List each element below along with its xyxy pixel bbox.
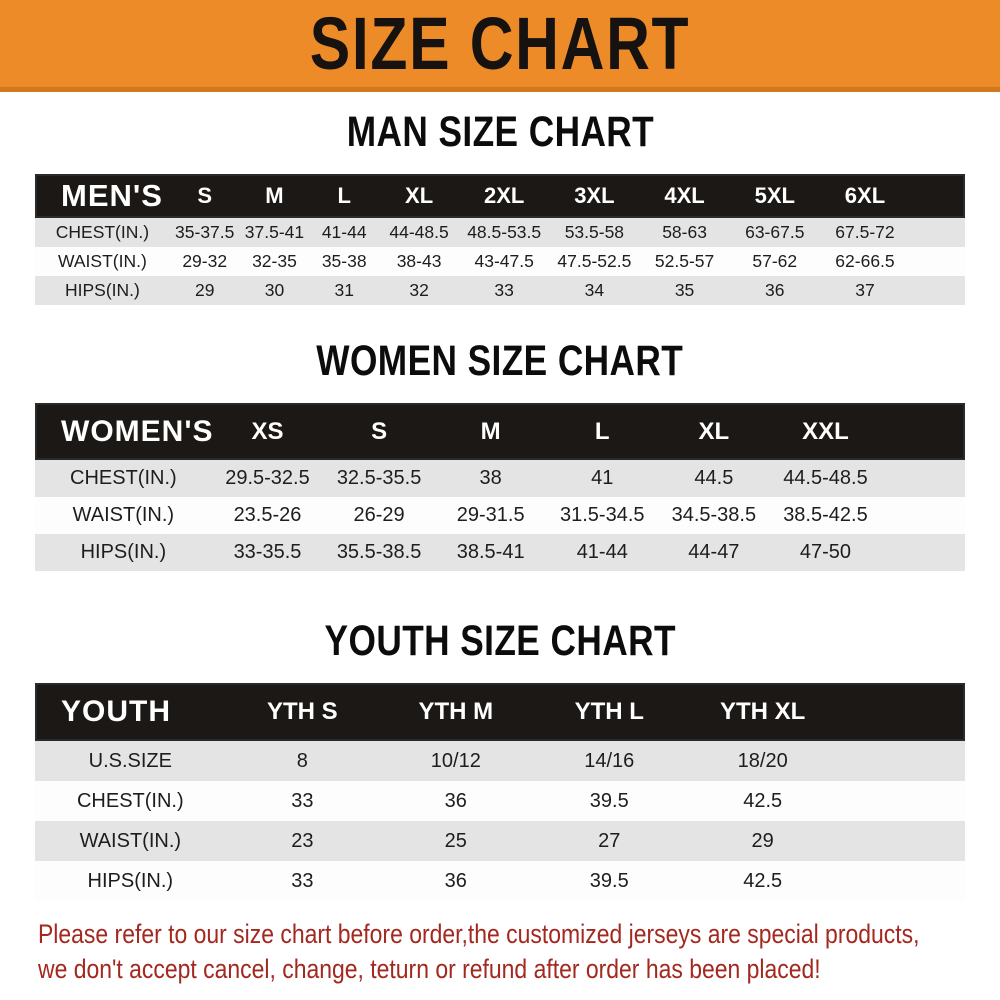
data-cell: 44-48.5 (389, 222, 449, 242)
women-size-table (35, 403, 965, 571)
table-row (35, 534, 965, 571)
table-row (35, 821, 965, 861)
data-cell: 18/20 (737, 749, 788, 772)
data-cell: 62-66.5 (835, 251, 895, 271)
row-label: CHEST(IN.) (76, 789, 184, 812)
data-cell: 33-35.5 (233, 541, 302, 563)
data-cell: 39.5 (589, 869, 629, 892)
table-row (35, 741, 965, 781)
data-cell: 35-37.5 (175, 222, 235, 242)
data-cell: 42.5 (743, 789, 783, 812)
men-table-header-row (35, 174, 965, 218)
data-cell: 38-43 (396, 251, 442, 271)
data-cell: 30 (264, 280, 285, 300)
data-cell: 44.5-48.5 (783, 467, 868, 489)
column-header: M (265, 183, 284, 208)
row-label: WAIST(IN.) (58, 251, 147, 271)
data-cell: 42.5 (743, 869, 783, 892)
column-header: M (480, 417, 501, 445)
row-label: CHEST(IN.) (55, 222, 150, 242)
column-header: YTH M (418, 698, 494, 725)
table-row (35, 781, 965, 821)
column-header: XXL (802, 417, 849, 445)
data-cell: 33 (291, 789, 314, 812)
data-cell: 36 (765, 280, 785, 300)
data-cell: 36 (444, 869, 467, 892)
data-cell: 38 (479, 467, 502, 489)
section-heading-youth (0, 617, 1000, 665)
column-header: S (197, 183, 213, 208)
row-label: WAIST(IN.) (72, 504, 175, 526)
data-cell: 44.5 (694, 467, 734, 489)
data-cell: 8 (296, 749, 308, 772)
data-cell: 29-32 (182, 251, 228, 271)
column-header: 5XL (754, 183, 795, 208)
column-header: S (371, 417, 388, 445)
data-cell: 29 (194, 280, 215, 300)
table-corner-label: MEN'S (61, 178, 163, 213)
data-cell: 23 (291, 829, 314, 852)
size-tables-container (0, 108, 1000, 901)
banner-title: SIZE CHART (309, 2, 691, 85)
column-header: 6XL (844, 183, 886, 208)
data-cell: 52.5-57 (654, 251, 715, 271)
column-header: XS (251, 417, 284, 445)
data-cell: 29.5-32.5 (225, 467, 310, 489)
table-row (35, 497, 965, 534)
row-label: CHEST(IN.) (70, 467, 177, 489)
data-cell: 37 (855, 280, 875, 300)
data-cell: 10/12 (430, 749, 481, 772)
data-cell: 41-44 (321, 222, 367, 242)
data-cell: 32 (409, 280, 429, 300)
data-cell: 35 (674, 280, 695, 300)
column-header: 3XL (574, 183, 615, 208)
table-row (35, 276, 965, 305)
data-cell: 34.5-38.5 (671, 504, 757, 526)
section-heading-women (0, 337, 1000, 385)
data-cell: 25 (444, 829, 467, 852)
data-cell: 26-29 (353, 504, 405, 526)
men-size-table (35, 174, 965, 305)
column-header: YTH XL (720, 698, 806, 725)
data-cell: 35-38 (321, 251, 367, 271)
column-header: L (337, 183, 351, 208)
table-corner-label: YOUTH (61, 695, 171, 728)
footer-note (38, 917, 1000, 987)
data-cell: 47-50 (799, 541, 852, 563)
column-header: YTH L (574, 698, 644, 725)
data-cell: 41 (591, 467, 614, 489)
column-header: XL (405, 183, 434, 208)
data-cell: 33 (494, 280, 514, 300)
row-label: HIPS(IN.) (87, 869, 174, 892)
table-row (35, 218, 965, 247)
row-label: HIPS(IN.) (64, 280, 140, 300)
data-cell: 29 (751, 829, 774, 852)
table-row (35, 861, 965, 901)
table-row (35, 247, 965, 276)
data-cell: 35.5-38.5 (336, 541, 422, 563)
row-label: HIPS(IN.) (80, 541, 167, 563)
data-cell: 32.5-35.5 (336, 467, 422, 489)
women-table-header-row (35, 403, 965, 460)
section-heading-text: WOMEN SIZE CHART (316, 337, 684, 385)
row-label: WAIST(IN.) (79, 829, 182, 852)
column-header: 2XL (483, 183, 525, 208)
data-cell: 27 (598, 829, 621, 852)
data-cell: 63-67.5 (745, 222, 805, 242)
data-cell: 43-47.5 (474, 251, 534, 271)
youth-size-table (35, 683, 965, 901)
data-cell: 14/16 (584, 749, 635, 772)
data-cell: 36 (444, 789, 467, 812)
data-cell: 29-31.5 (456, 504, 525, 526)
data-cell: 38.5-42.5 (783, 504, 868, 526)
data-cell: 41-44 (576, 541, 628, 563)
data-cell: 48.5-53.5 (467, 222, 542, 242)
data-cell: 32-35 (252, 251, 297, 271)
data-cell: 31.5-34.5 (560, 504, 645, 526)
data-cell: 38.5-41 (456, 541, 525, 563)
data-cell: 34 (584, 280, 605, 300)
data-cell: 23.5-26 (233, 504, 302, 526)
column-header: YTH S (267, 698, 338, 725)
section-heading-text: YOUTH SIZE CHART (324, 617, 676, 665)
data-cell: 31 (334, 280, 354, 300)
data-cell: 58-63 (662, 222, 707, 242)
column-header: L (594, 417, 610, 445)
section-heading-men (0, 108, 1000, 156)
data-cell: 53.5-58 (564, 222, 625, 242)
size-chart-banner (0, 0, 1000, 92)
section-heading-text: MAN SIZE CHART (346, 108, 654, 156)
data-cell: 33 (291, 869, 314, 892)
data-cell: 47.5-52.5 (557, 251, 632, 271)
table-row (35, 460, 965, 497)
row-label: U.S.SIZE (88, 749, 172, 772)
data-cell: 44-47 (688, 541, 740, 563)
footer-note-line1: Please refer to our size chart before order,the customized jerseys are special products, (38, 919, 920, 949)
data-cell: 37.5-41 (244, 222, 305, 242)
youth-table-header-row (35, 683, 965, 741)
footer-note-line2: we don't accept cancel, change, teturn or refund after order has been placed! (38, 954, 821, 984)
column-header: XL (698, 417, 730, 445)
column-header: 4XL (664, 183, 705, 208)
data-cell: 57-62 (752, 251, 798, 271)
data-cell: 39.5 (589, 789, 629, 812)
table-corner-label: WOMEN'S (61, 414, 214, 448)
data-cell: 67.5-72 (835, 222, 895, 242)
